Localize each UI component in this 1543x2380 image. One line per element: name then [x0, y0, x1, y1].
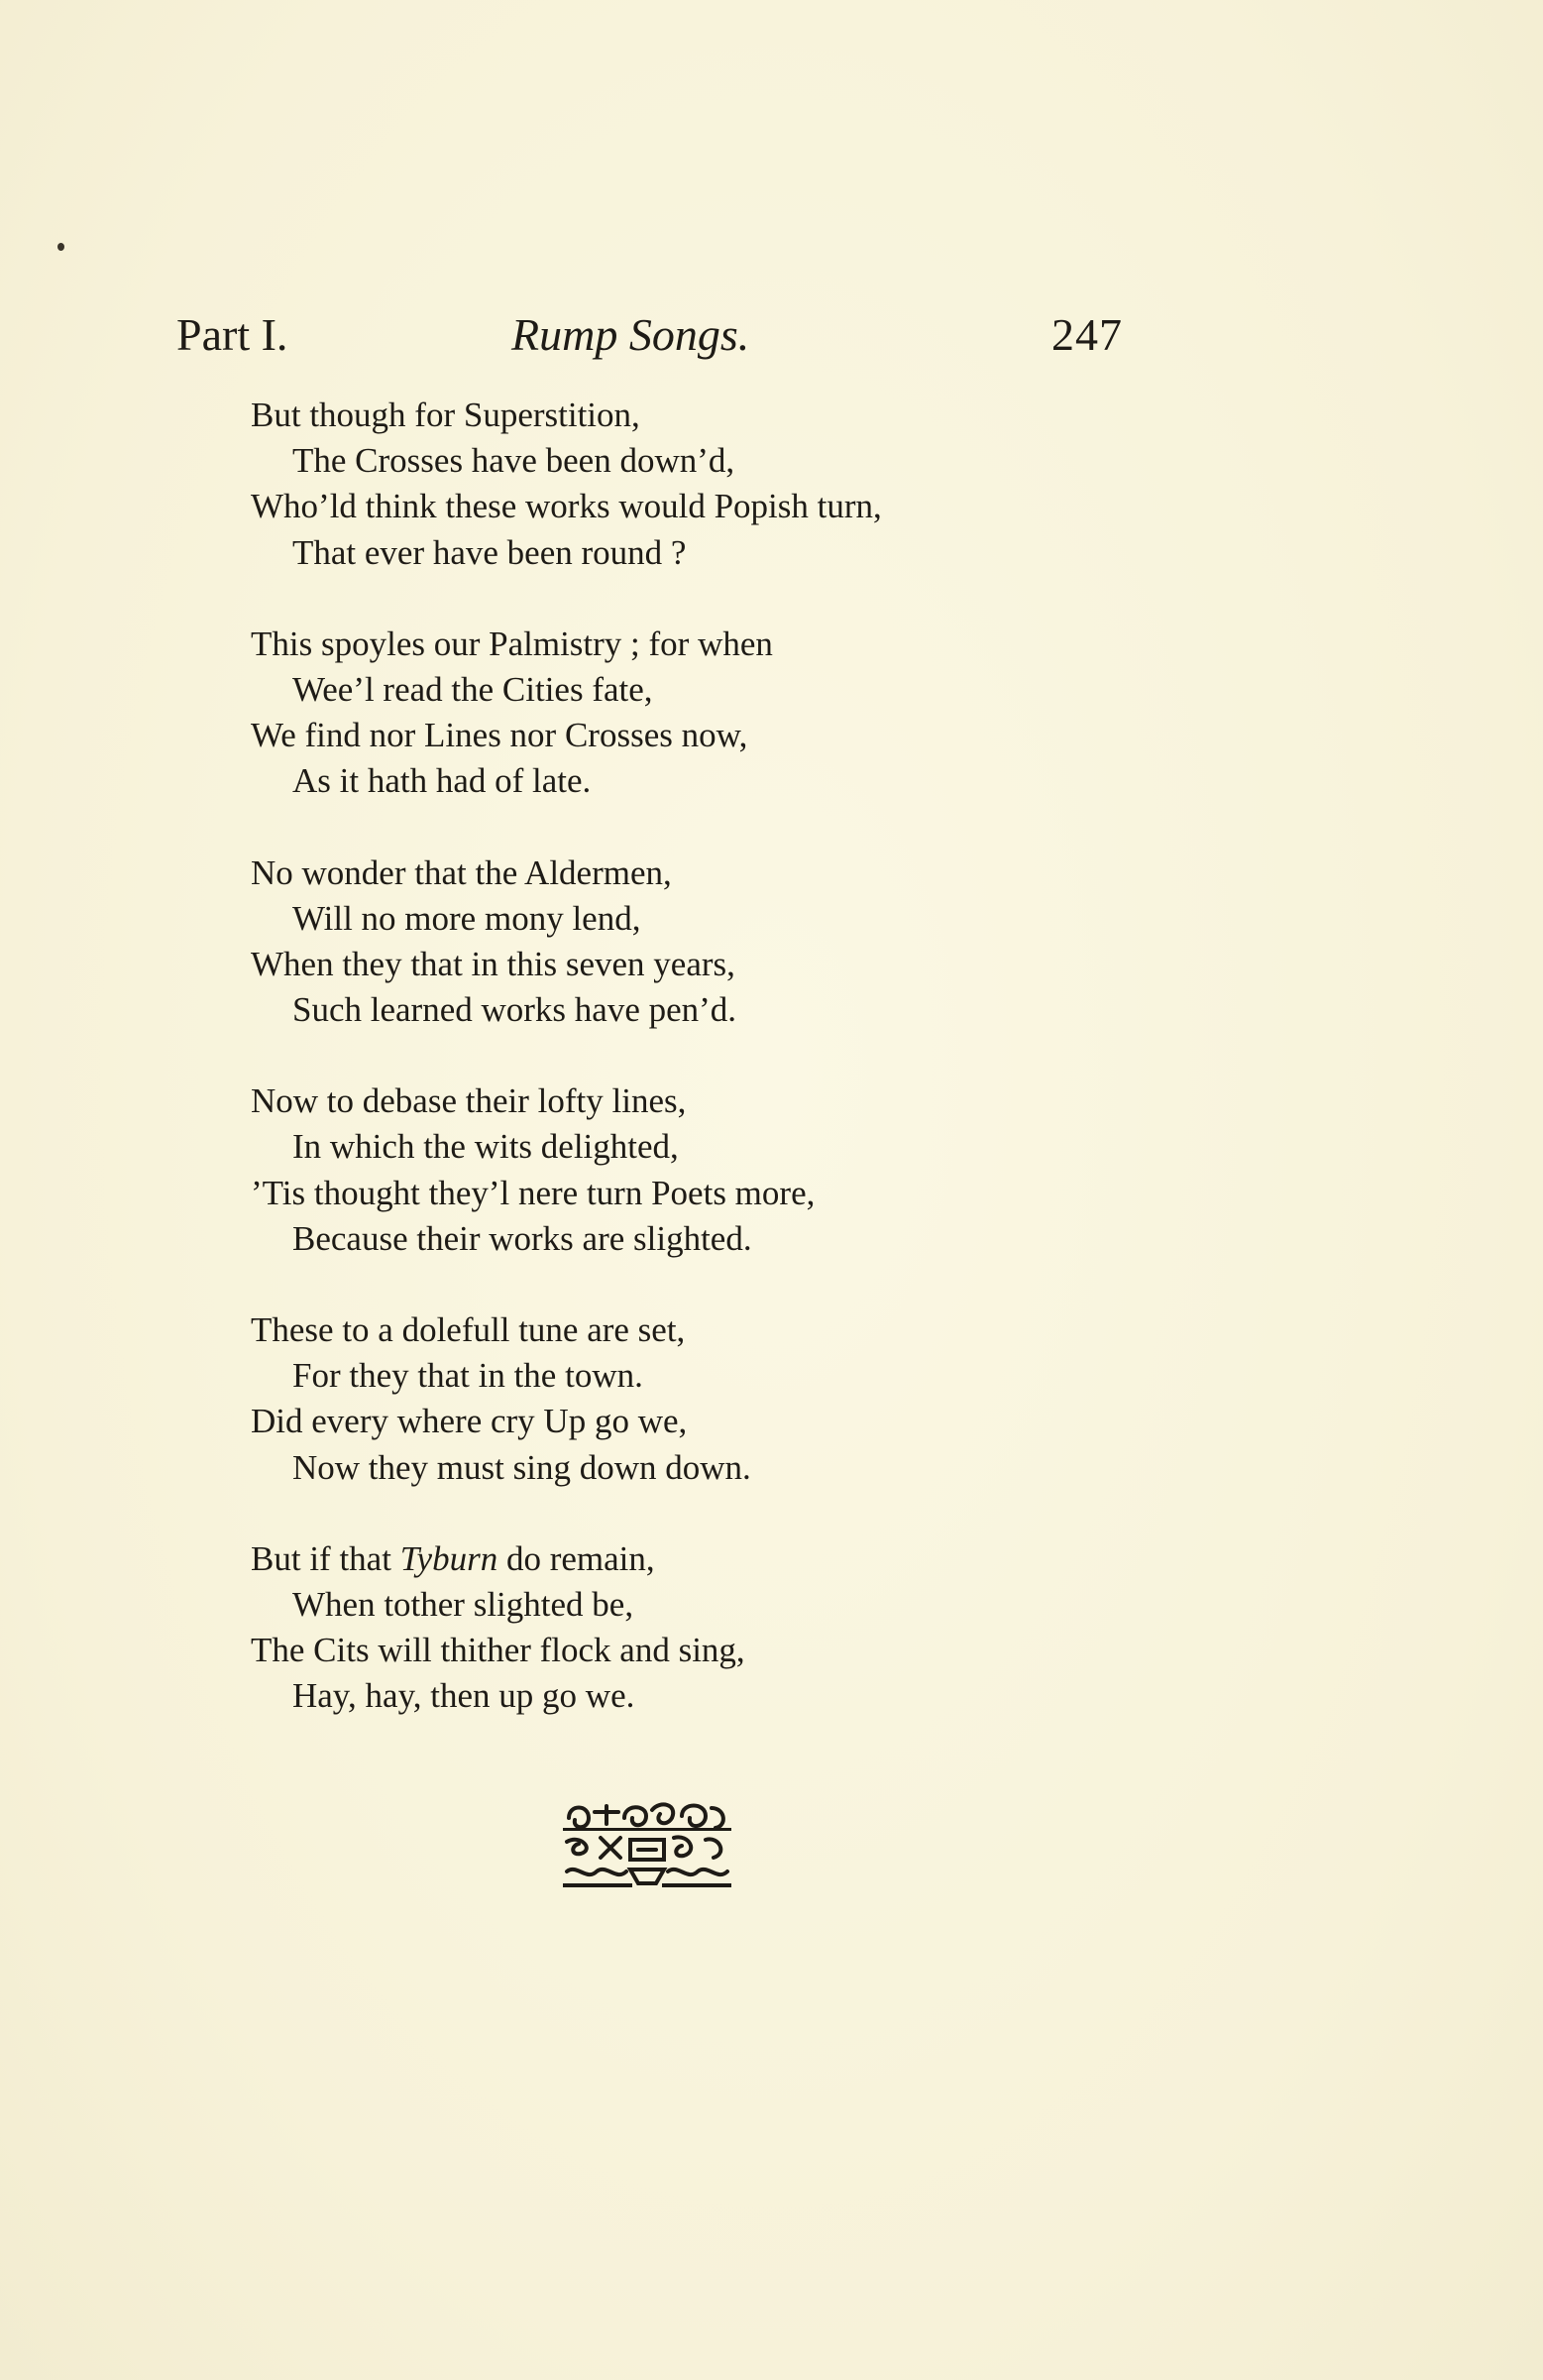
verse-line: As it hath had of late. [292, 761, 592, 801]
stanza [251, 1536, 1143, 1720]
place-name: Tyburn [399, 1538, 498, 1578]
verse-line: We find nor Lines nor Crosses now, [251, 716, 748, 755]
verse-line: Now to debase their lofty lines, [251, 1081, 687, 1121]
stanza [251, 393, 1143, 576]
verse-line: For they that in the town. [292, 1356, 643, 1396]
verse-line: Wee’l read the Cities fate, [292, 669, 653, 709]
page-number: 247 [1051, 309, 1123, 360]
part-label: Part I. [176, 309, 288, 360]
verse-line: No wonder that the Aldermen, [251, 852, 672, 892]
stanza [251, 850, 1143, 1034]
verse-fragment: do remain, [497, 1538, 655, 1578]
stanza [251, 622, 1143, 805]
verse-line: This spoyles our Palmistry ; for when [251, 623, 773, 663]
running-header [176, 305, 1123, 365]
verse-line: The Cits will thither flock and sing, [251, 1631, 745, 1670]
verse-line: ’Tis thought they’l nere turn Poets more, [251, 1173, 816, 1212]
verse-line: In which the wits delighted, [292, 1127, 679, 1167]
verse-line: Who’ld think these works would Popish turn, [251, 487, 882, 526]
printers-ornament-icon [561, 1798, 733, 1889]
verse-fragment: But if that [251, 1538, 400, 1578]
verse-line: Hay, hay, then up go we. [292, 1676, 635, 1716]
verse-line: Will no more mony lend, [292, 898, 641, 938]
verse-line: Such learned works have pen’d. [292, 990, 737, 1030]
ink-speck [57, 243, 64, 251]
stanza [251, 1307, 1143, 1491]
poem [251, 393, 1143, 1765]
verse-line: When tother slighted be, [292, 1584, 634, 1624]
verse-line: When they that in this seven years, [251, 944, 735, 983]
verse-line [251, 1536, 1143, 1582]
stanza [251, 1078, 1143, 1262]
verse-line: These to a dolefull tune are set, [251, 1310, 686, 1349]
running-title: Rump Songs. [511, 309, 750, 360]
verse-line: Because their works are slighted. [292, 1218, 752, 1258]
verse-line: But though for Superstition, [251, 396, 640, 434]
verse-line: Now they must sing down down. [292, 1447, 751, 1487]
verse-line: That ever have been round ? [292, 532, 687, 572]
verse-line: Did every where cry Up go we, [251, 1402, 688, 1441]
verse-line: The Crosses have been down’d, [292, 441, 735, 481]
